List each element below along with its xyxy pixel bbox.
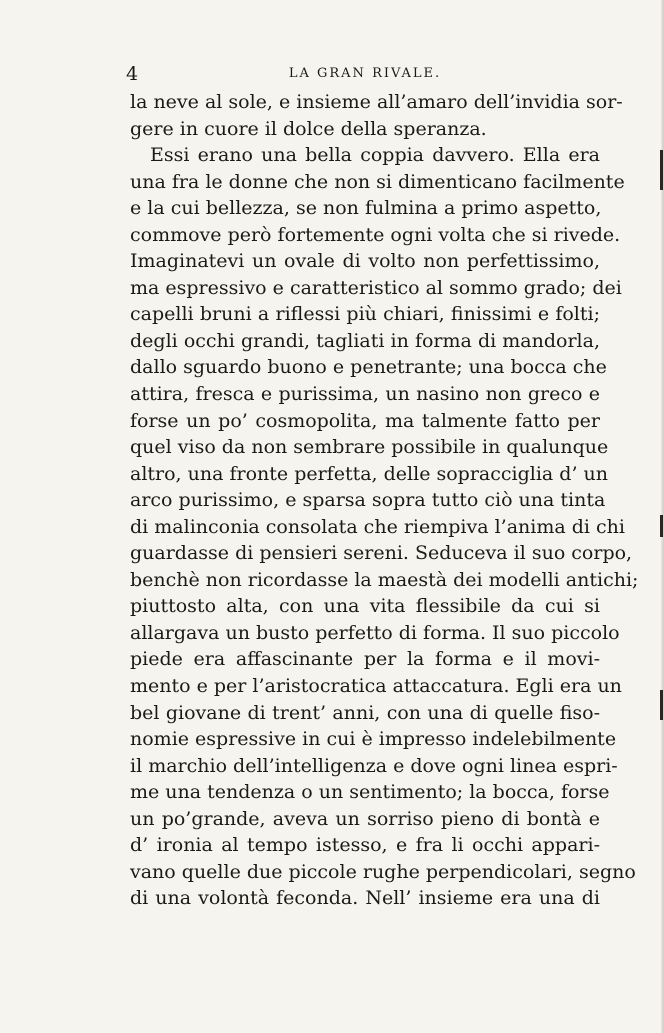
- text-line: guardasse di pensieri sereni. Seduceva il suo corpo,: [130, 542, 633, 565]
- text-line: Essi erano una bella coppia davvero. Ella era: [150, 144, 600, 167]
- text-line: attira, fresca e purissima, un nasino non greco e: [130, 383, 600, 406]
- text-line: e la cui bellezza, se non fulmina a primo aspetto,: [130, 197, 602, 220]
- text-line: gere in cuore il dolce della speranza.: [130, 117, 487, 140]
- text-line: di malinconia consolata che riempiva l’anima di chi: [130, 515, 625, 538]
- text-line: me una tendenza o un sentimento; la bocca, forse: [130, 781, 610, 804]
- text-line: commove però fortemente ogni volta che si rivede.: [130, 223, 621, 246]
- text-line: dallo sguardo buono e penetrante; una bocca che: [130, 356, 607, 379]
- text-line: allargava un busto perfetto di forma. Il suo piccolo: [130, 621, 620, 644]
- text-line: forse un po’ cosmopolita, ma talmente fatto per: [130, 409, 600, 432]
- text-line: quel viso da non sembrare possibile in qualunque: [130, 436, 609, 459]
- page-number: 4: [126, 63, 139, 85]
- text-line: altro, una fronte perfetta, delle sopracciglia d’ un: [130, 462, 608, 485]
- text-line: degli occhi grandi, tagliati in forma di mandorla,: [130, 329, 600, 352]
- text-line: ma espressivo e caratteristico al sommo grado; dei: [130, 276, 622, 299]
- text-line: la neve al sole, e insieme all’amaro dell’invidia sor-: [130, 91, 623, 113]
- text-line: un po’grande, aveva un sorriso pieno di bontà e: [130, 807, 600, 830]
- text-line: Imaginatevi un ovale di volto non perfettissimo,: [130, 250, 600, 273]
- text-line: bel giovane di trent’ anni, con una di quelle fiso-: [130, 701, 600, 724]
- text-line: una fra le donne che non si dimenticano facilmente: [130, 170, 625, 193]
- text-line: capelli bruni a riflessi più chiari, finissimi e folti;: [130, 303, 600, 326]
- page-header: [126, 60, 604, 88]
- text-line: piede era affascinante per la forma e il movi-: [130, 648, 600, 671]
- text-line: il marchio dell’intelligenza e dove ogni linea espri-: [130, 754, 618, 777]
- body-text: [130, 89, 639, 912]
- running-title: LA GRAN RIVALE.: [288, 66, 442, 81]
- text-line: vano quelle due piccole rughe perpendicolari, segno: [130, 860, 636, 883]
- text-line: benchè non ricordasse la maestà dei modelli antichi;: [130, 568, 639, 591]
- text-line: piuttosto alta, con una vita flessibile da cui si: [130, 595, 600, 618]
- text-line: di una volontà feconda. Nell’ insieme era una di: [130, 887, 600, 910]
- text-line: mento e per l’aristocratica attaccatura. Egli era un: [130, 675, 622, 698]
- binding-mark: [660, 515, 663, 537]
- text-line: d’ ironia al tempo istesso, e fra li occhi appari-: [130, 834, 600, 857]
- text-line: arco purissimo, e sparsa sopra tutto ciò una tinta: [130, 489, 606, 512]
- binding-mark: [660, 690, 663, 720]
- binding-mark: [660, 150, 663, 190]
- text-line: nomie espressive in cui è impresso indelebilmente: [130, 728, 617, 751]
